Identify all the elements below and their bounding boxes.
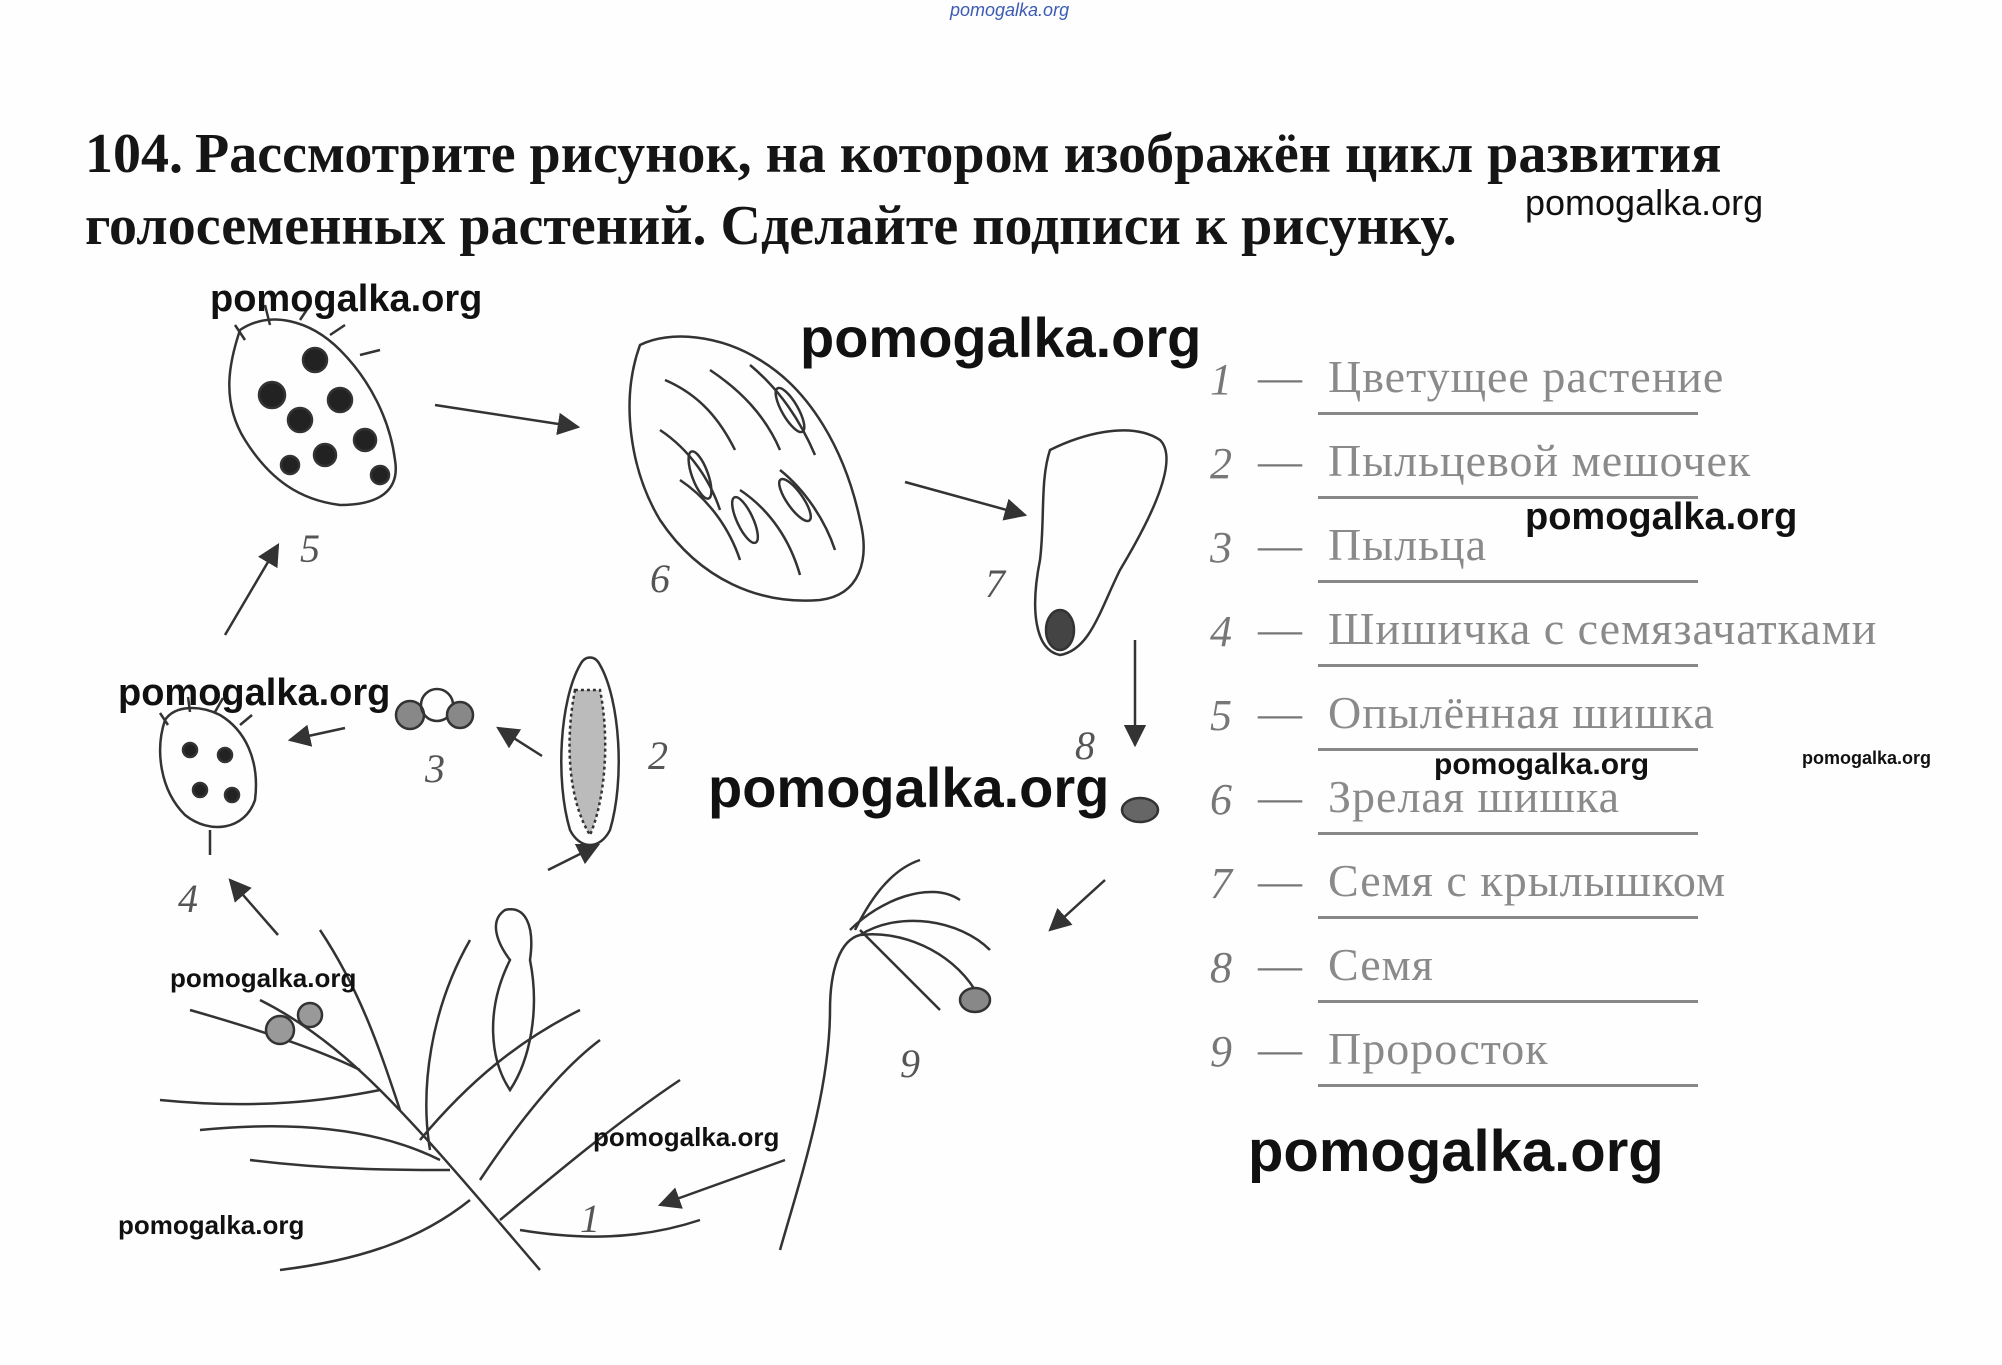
answer-dash: —	[1258, 1025, 1302, 1074]
pollen-drawing	[396, 689, 473, 729]
figure-number-8: 8	[1075, 723, 1095, 768]
watermark: pomogalka.org	[210, 278, 483, 320]
answer-text: Семя	[1328, 939, 1434, 990]
answer-number: 4	[1210, 607, 1232, 656]
answer-dash: —	[1258, 857, 1302, 906]
top-watermark: pomogalka.org	[950, 0, 1070, 20]
answer-text: Цветущее растение	[1328, 351, 1725, 402]
answer-number: 7	[1210, 859, 1232, 908]
figure-number-4: 4	[178, 876, 198, 921]
answer-row-7	[1210, 852, 1950, 922]
answer-text: Пыльца	[1328, 519, 1488, 570]
watermark: pomogalka.org	[593, 1122, 780, 1152]
watermark: pomogalka.org	[1434, 748, 1650, 781]
answer-dash: —	[1258, 353, 1302, 402]
watermark: pomogalka.org	[1802, 748, 1932, 768]
answer-number: 6	[1210, 775, 1232, 824]
answer-text: Опылённая шишка	[1328, 687, 1715, 738]
answer-dash: —	[1258, 941, 1302, 990]
winged-seed-drawing	[1035, 430, 1166, 655]
watermark: pomogalka.org	[118, 1210, 305, 1240]
watermark: pomogalka.org	[1248, 1119, 1664, 1184]
figure-number-9: 9	[900, 1041, 920, 1086]
answer-number: 8	[1210, 943, 1232, 992]
answer-number: 2	[1210, 439, 1232, 488]
watermark: pomogalka.org	[118, 672, 391, 714]
figure-number-5: 5	[300, 526, 320, 571]
answer-text: Проросток	[1328, 1023, 1549, 1074]
seedling-drawing	[780, 860, 990, 1250]
answer-row-1	[1210, 348, 1950, 418]
answer-dash: —	[1258, 773, 1302, 822]
figure-number-3: 3	[425, 746, 445, 791]
answer-number: 9	[1210, 1027, 1232, 1076]
task-number: 104.	[85, 123, 183, 185]
figure-number-2: 2	[648, 733, 668, 778]
answer-row-2	[1210, 432, 1950, 502]
pollinated-cone-drawing	[229, 305, 395, 505]
answer-dash: —	[1258, 689, 1302, 738]
answer-text: Зрелая шишка	[1328, 771, 1621, 822]
answer-number: 3	[1210, 523, 1232, 572]
answer-row-5	[1210, 684, 1950, 754]
answer-row-9	[1210, 1020, 1950, 1090]
answer-underline	[1318, 664, 1698, 667]
task-text: Рассмотрите рисунок, на котором изображён цикл развития голосеменных растений. Сделайте подписи к рисунку.	[85, 123, 1722, 257]
answer-underline	[1318, 412, 1698, 415]
answer-number: 1	[1210, 355, 1232, 404]
watermark: pomogalka.org	[1525, 496, 1798, 538]
watermark: pomogalka.org	[708, 756, 1110, 819]
pollen-sac-drawing	[561, 658, 618, 846]
answer-underline	[1318, 580, 1698, 583]
answer-row-4	[1210, 600, 1950, 670]
figure-number-6: 6	[650, 556, 670, 601]
ovule-cone-drawing	[160, 697, 256, 855]
watermark: pomogalka.org	[800, 306, 1202, 369]
answer-number: 5	[1210, 691, 1232, 740]
answer-underline	[1318, 832, 1698, 835]
answer-underline	[1318, 1000, 1698, 1003]
figure-number-7: 7	[985, 561, 1005, 606]
answer-underline	[1318, 916, 1698, 919]
seed-drawing	[1122, 798, 1158, 822]
answer-text: Семя с крылышком	[1328, 855, 1727, 906]
answer-dash: —	[1258, 437, 1302, 486]
watermark: pomogalka.org	[170, 963, 357, 993]
answer-dash: —	[1258, 605, 1302, 654]
figure-number-1: 1	[580, 1196, 600, 1241]
answer-dash: —	[1258, 521, 1302, 570]
watermark: pomogalka.org	[1525, 182, 1764, 223]
answer-text: Шишичка с семязачатками	[1328, 603, 1878, 654]
answer-text: Пыльцевой мешочек	[1328, 435, 1752, 486]
answer-row-8	[1210, 936, 1950, 1006]
answer-underline	[1318, 1084, 1698, 1087]
